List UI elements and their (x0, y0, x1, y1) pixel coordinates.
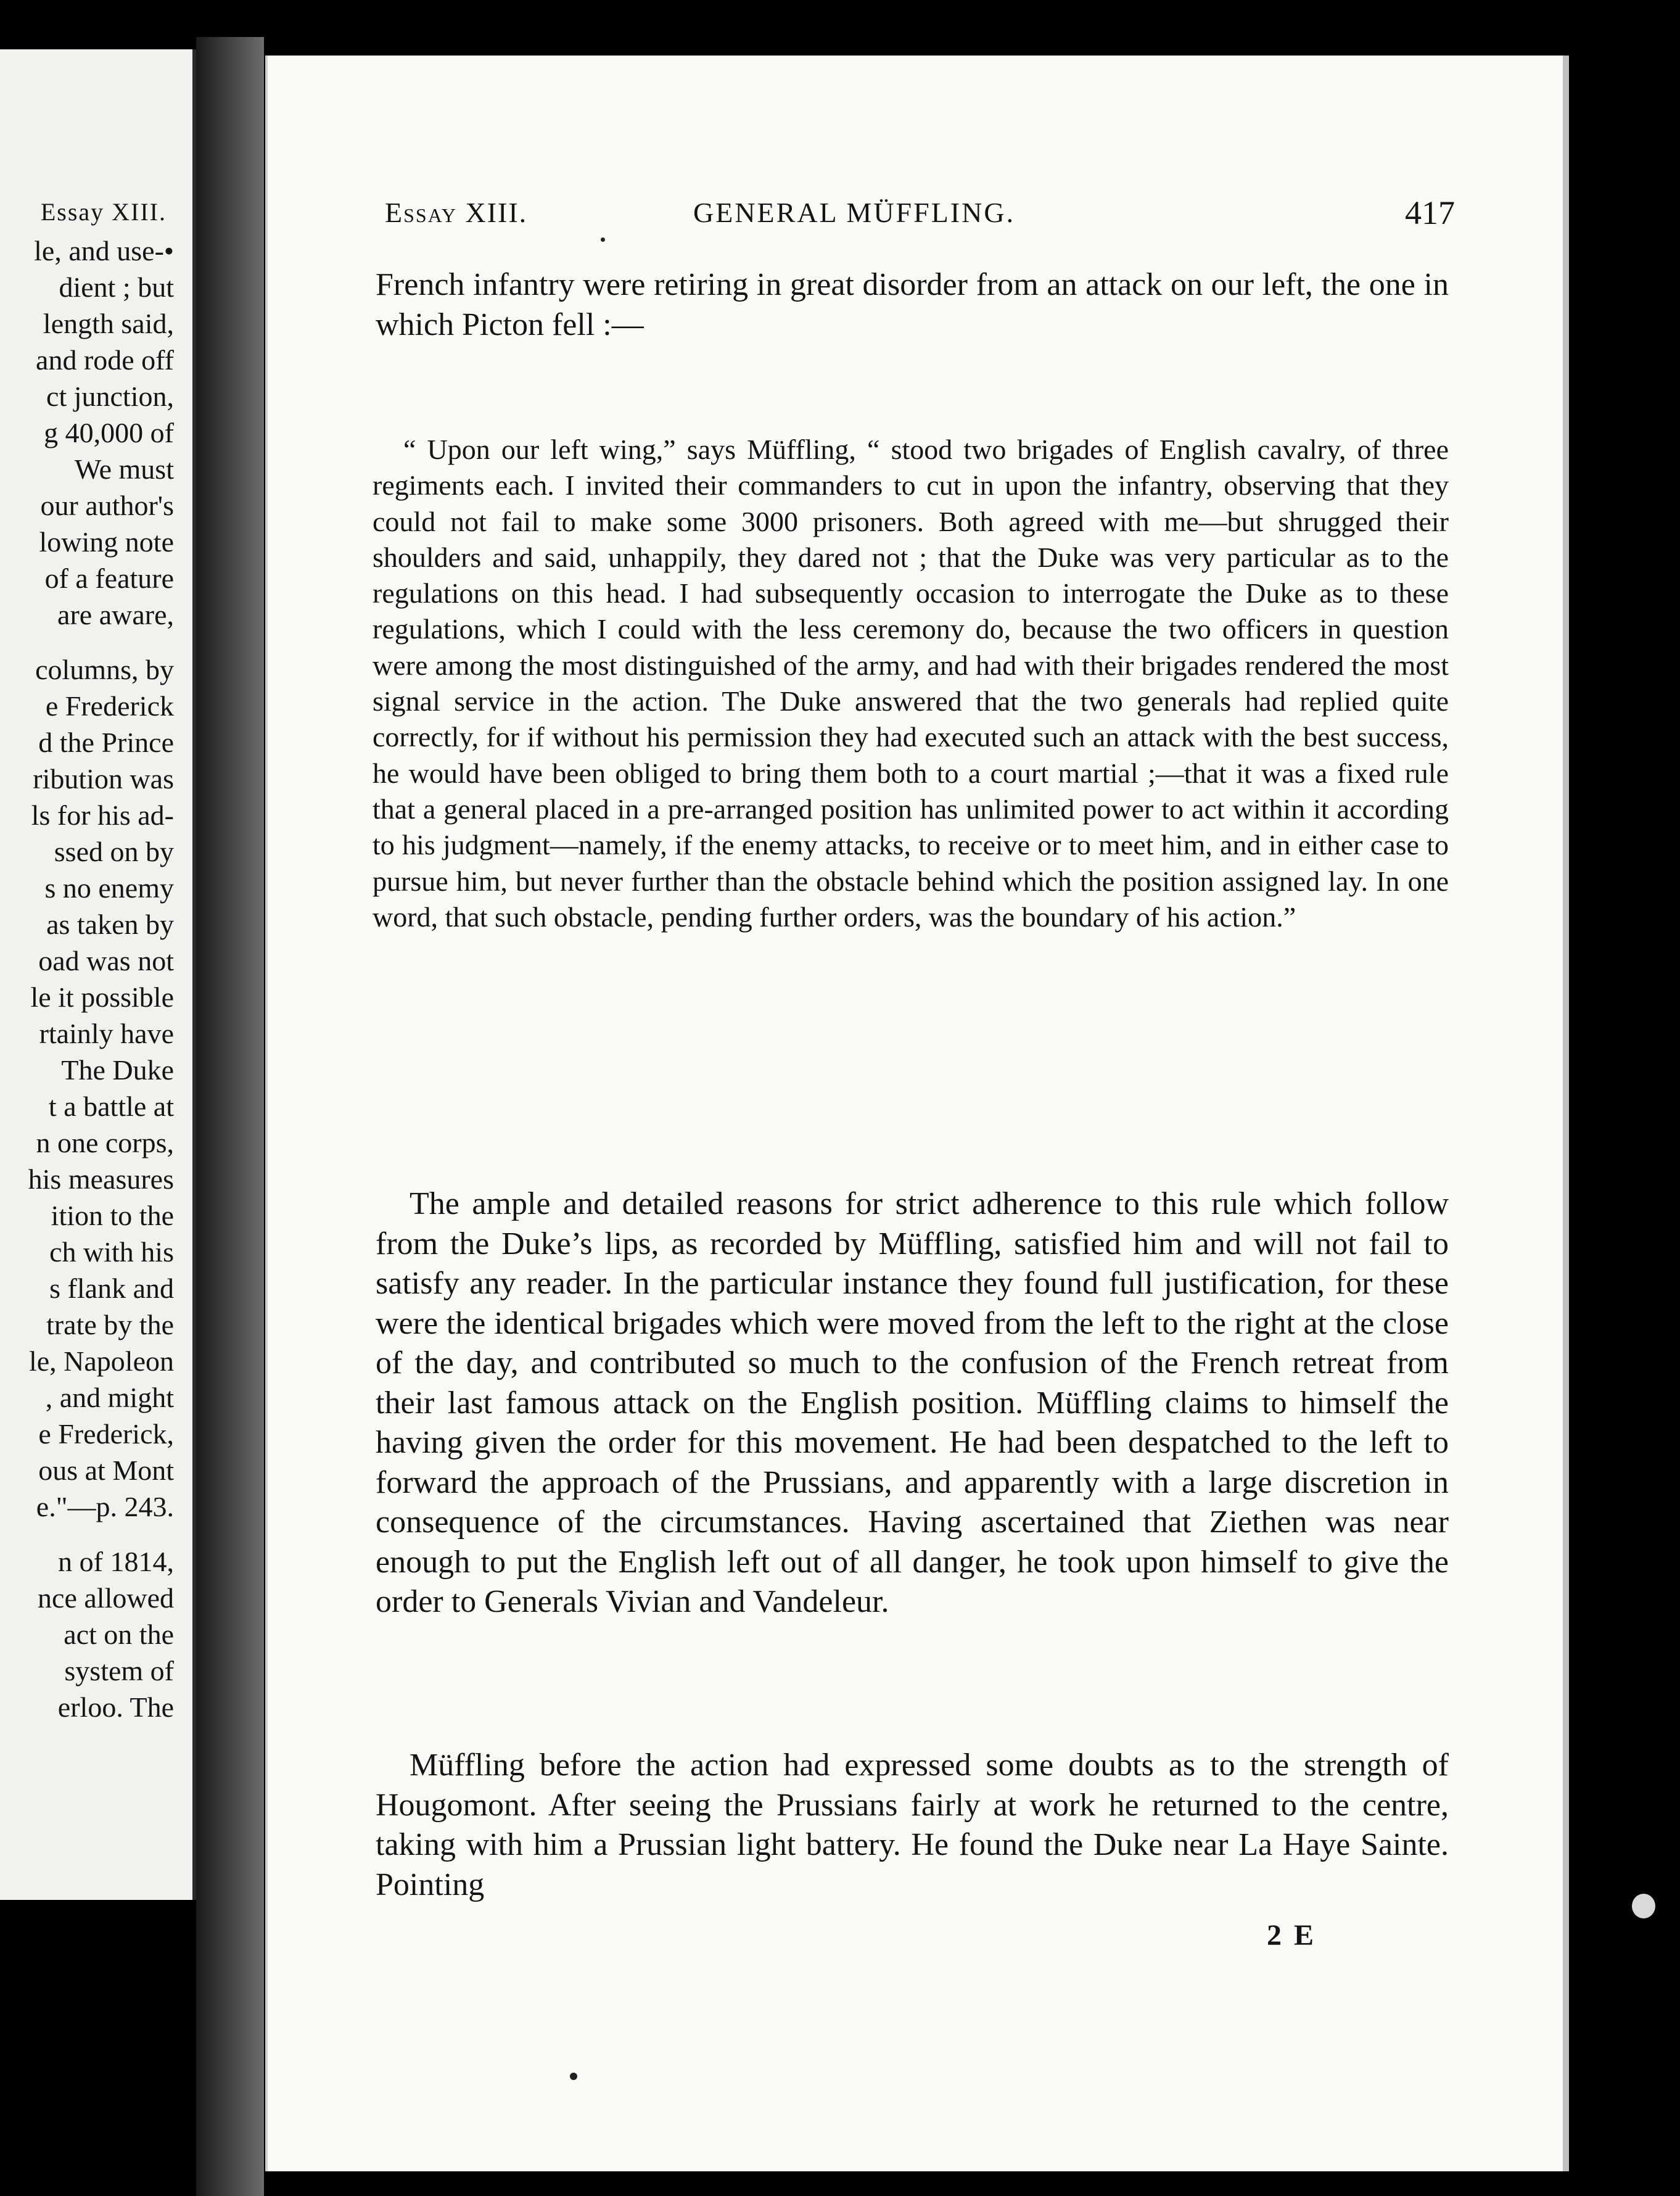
ink-speck (601, 237, 605, 242)
previous-page-line: t a battle at (48, 1091, 174, 1122)
previous-page-line: oad was not (38, 945, 174, 976)
signature-mark: 2 E (1267, 1919, 1317, 1952)
previous-page-line: le it possible (30, 981, 174, 1013)
previous-page-line: n of 1814, (58, 1546, 174, 1577)
previous-page-line: ssed on by (54, 836, 174, 867)
previous-page-fragment (0, 49, 196, 1900)
previous-page-line: ition to the (51, 1200, 174, 1231)
previous-page-line: lowing note (39, 526, 174, 558)
page-number: 417 (1405, 194, 1455, 231)
block-quote: “ Upon our left wing,” says Müffling, “ stood two brigades of English cavalry, of three regiments each. I invited their commanders to cut in upon the infantry, observing that they could not fail to make some 3000 prisoners. Both agreed with me—but shrugged their shoulders and said, unhappily, they dared not ; that the Duke was very particular as to the regulations on this head. I had subsequently occasion to interrogate the Duke as to these regulations, which I could with the less ceremony do, because the two officers in question were among the most distinguished of the army, and had with their brigades rendered the most signal service in the action. The Duke answered that the two generals had replied quite correctly, for if without his permission they had executed such an attack with the best success, he would have been obliged to bring them both to a court martial ;—that it was a fixed rule that a general placed in a pre-arranged position has unlimited power to act within it according to his judgment—namely, if the enemy attacks, to receive or to meet him, and in either case to pursue him, but never further than the obstacle behind which the position assigned lay. In one word, that such obstacle, pending further orders, was the boundary of his action.” (373, 434, 1449, 933)
running-header (385, 196, 1455, 239)
previous-page-line: are aware, (57, 599, 174, 630)
previous-page-line: n one corps, (36, 1127, 174, 1158)
ink-speck (570, 2073, 577, 2080)
previous-page-line: d the Prince (38, 727, 174, 758)
previous-page-line: g 40,000 of (44, 417, 174, 448)
previous-page-line: erloo. The (57, 1691, 174, 1723)
previous-page-line: s flank and (49, 1273, 174, 1304)
previous-page-line: ous at Mont (38, 1455, 174, 1486)
paragraph-ample-reasons: The ample and detailed reasons for strict adherence to this rule which follow from the Duke’s lips, as recorded by Müffling, satisfied him and will not fail to satisfy any reader. In the particular instance they found full justification, for these were the identical brigades which were moved from the left to the right at the close of the day, and contributed so much to the confusion of the French retreat from their last famous attack on the English position. Müffling claims to himself the having given the order for this movement. He had been despatched to the left to forward the approach of the Prussians, and apparently with a large discretion in consequence of the circumstances. Having ascertained that Ziethen was near enough to put the English left out of all danger, he took upon himself to give the order to Generals Vivian and Vandeleur. (376, 1186, 1449, 1619)
paragraph-hougomont: Müffling before the action had expressed some doubts as to the strength of Hougomont. After seeing the Prussians fairly at work he returned to the centre, taking with him a Prussian light battery. He found the Duke near La Haye Sainte. Pointing (376, 1748, 1449, 1902)
paragraph-continued: French infantry were retiring in great disorder from an attack on our left, the one in which Picton fell :— (376, 267, 1449, 342)
running-header-section: Essay XIII. (385, 197, 528, 228)
previous-page-line: trate by the (46, 1309, 174, 1340)
previous-page-line: e."—p. 243. (36, 1491, 174, 1522)
previous-page-line: le, Napoleon (28, 1345, 174, 1377)
previous-page-line: rtainly have (39, 1018, 174, 1049)
previous-page-line: columns, by (35, 654, 174, 685)
previous-page-line: s no enemy (44, 872, 174, 904)
previous-page-line: The Duke (61, 1054, 174, 1086)
previous-page-line: , and might (45, 1382, 174, 1413)
previous-page-line: e Frederick, (38, 1418, 174, 1450)
previous-page-line: We must (74, 453, 174, 485)
previous-page-line: ct junction, (46, 381, 174, 412)
previous-page-line: ribution was (33, 763, 174, 795)
book-gutter (196, 37, 264, 2196)
previous-page-line: le, and use-• (34, 235, 174, 266)
previous-page-header: Essay XIII. (40, 198, 167, 226)
running-header-title: GENERAL MÜFFLING. (693, 197, 1016, 228)
previous-page-line: nce allowed (38, 1582, 174, 1614)
previous-page-line: and rode off (36, 344, 174, 376)
previous-page-line: length said, (43, 308, 174, 339)
edge-blemish (1632, 1894, 1655, 1918)
previous-page-line: ls for his ad- (31, 799, 174, 831)
previous-page-line: his measures (28, 1163, 174, 1195)
previous-page-line: dient ; but (59, 271, 174, 303)
previous-page-line: as taken by (46, 909, 174, 940)
previous-page-line: ch with his (49, 1236, 174, 1268)
previous-page-line: our author's (40, 490, 174, 521)
previous-page-line: act on the (64, 1619, 174, 1650)
previous-page-line: system of (64, 1655, 174, 1686)
previous-page-line: of a feature (44, 563, 174, 594)
page-417 (265, 56, 1569, 2171)
previous-page-line: e Frederick (45, 690, 174, 722)
